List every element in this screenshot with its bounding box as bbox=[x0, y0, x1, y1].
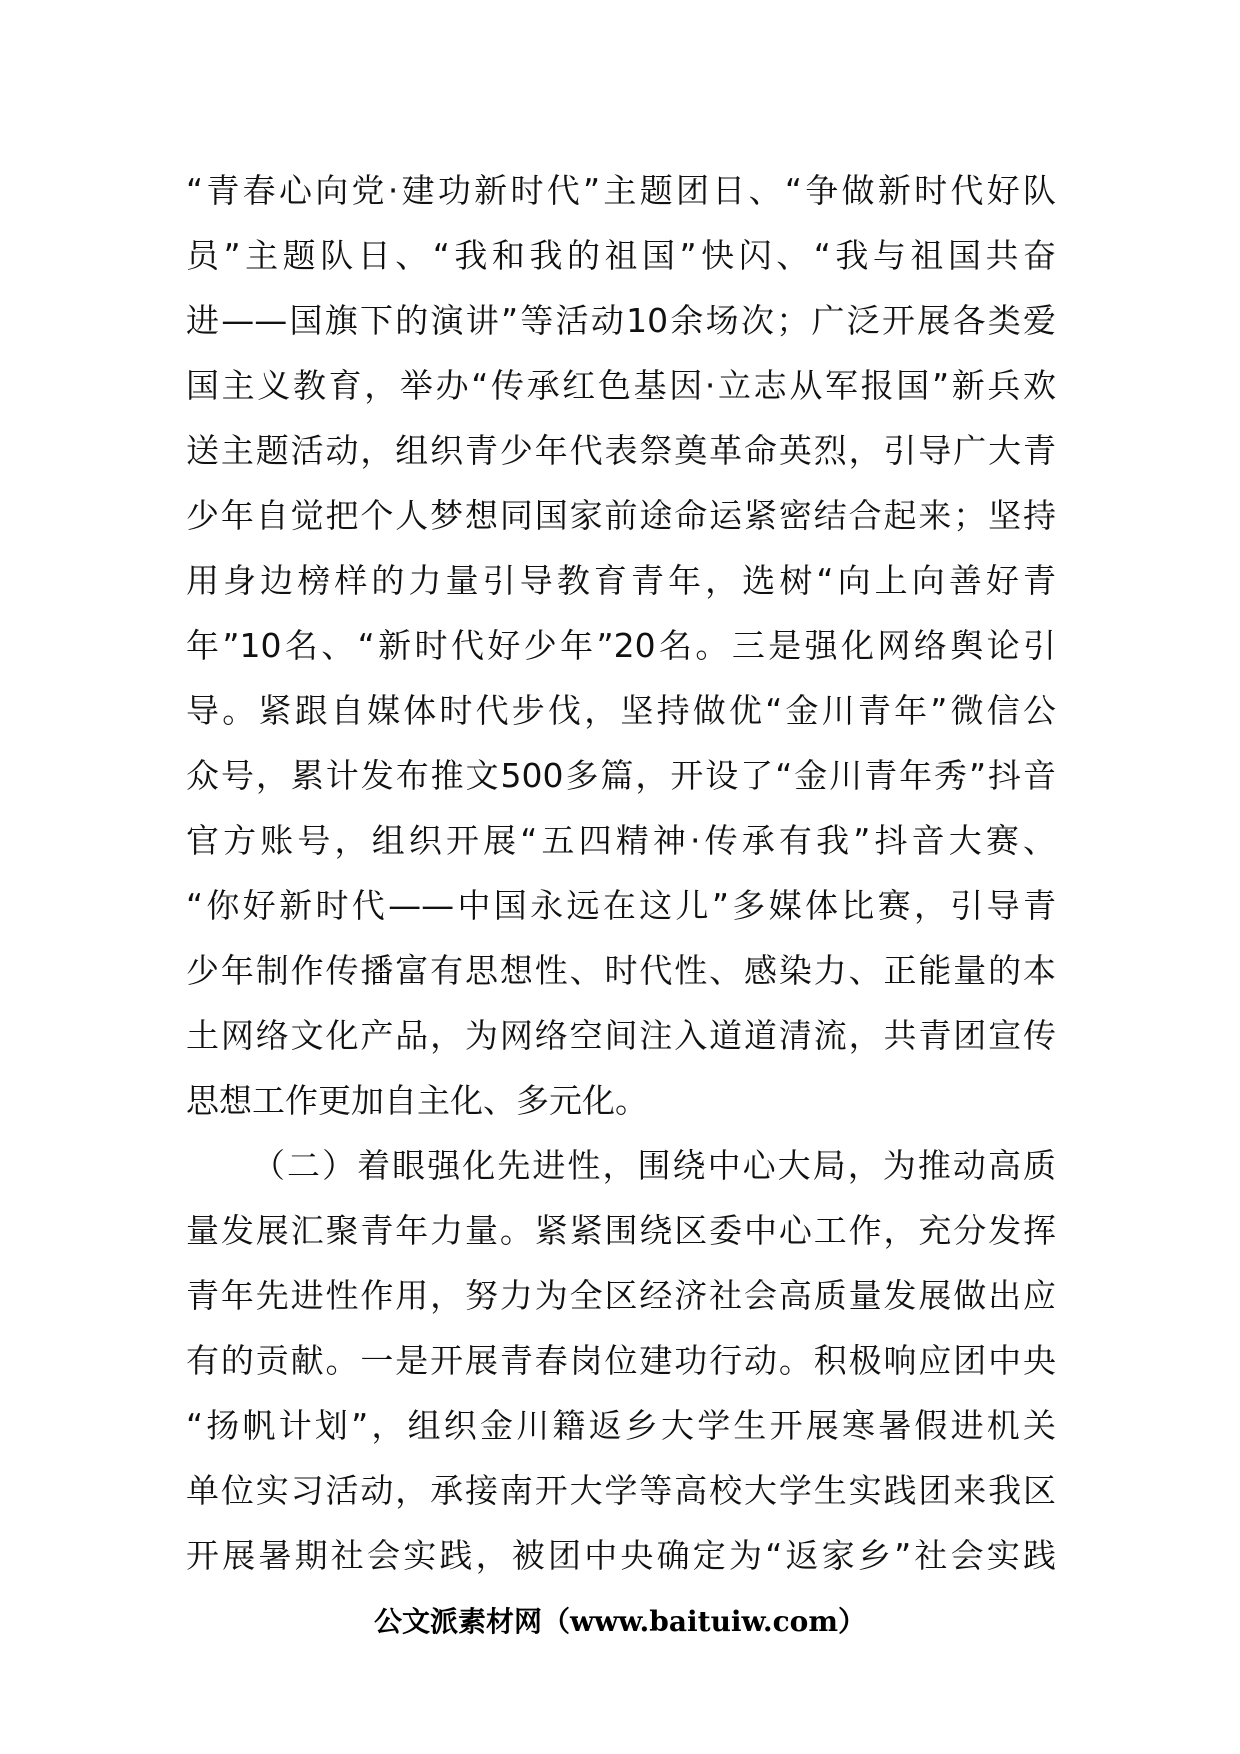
paragraph-start-line: （二）着眼强化先进性，围绕中心大局，为推动高质 bbox=[252, 1146, 1056, 1185]
text-line: 开展暑期社会实践，被团中央确定为“返家乡”社会实践 bbox=[186, 1536, 1056, 1575]
text-line: 员”主题队日、“我和我的祖国”快闪、“我与祖国共奋 bbox=[186, 236, 1056, 275]
text-line: “你好新时代——中国永远在这儿”多媒体比赛，引导青 bbox=[186, 886, 1056, 925]
text-line: 思想工作更加自主化、多元化。 bbox=[186, 1081, 648, 1120]
text-line: 少年自觉把个人梦想同国家前途命运紧密结合起来；坚持 bbox=[186, 496, 1056, 535]
text-line: 用身边榜样的力量引导教育青年，选树“向上向善好青 bbox=[186, 561, 1056, 600]
text-line: 进——国旗下的演讲”等活动10余场次；广泛开展各类爱 bbox=[186, 301, 1056, 340]
document-body bbox=[186, 158, 1056, 1588]
text-line: 国主义教育，举办“传承红色基因·立志从军报国”新兵欢 bbox=[186, 366, 1056, 405]
text-line: 年”10名、“新时代好少年”20名。三是强化网络舆论引 bbox=[186, 626, 1056, 665]
text-line: 少年制作传播富有思想性、时代性、感染力、正能量的本 bbox=[186, 951, 1056, 990]
text-line: 众号，累计发布推文500多篇，开设了“金川青年秀”抖音 bbox=[186, 756, 1056, 795]
text-line: “青春心向党·建功新时代”主题团日、“争做新时代好队 bbox=[186, 171, 1056, 210]
text-line: 官方账号，组织开展“五四精神·传承有我”抖音大赛、 bbox=[186, 821, 1056, 860]
text-line: 量发展汇聚青年力量。紧紧围绕区委中心工作，充分发挥 bbox=[186, 1211, 1056, 1250]
text-line: 有的贡献。一是开展青春岗位建功行动。积极响应团中央 bbox=[186, 1341, 1056, 1380]
text-line: 土网络文化产品，为网络空间注入道道清流，共青团宣传 bbox=[186, 1016, 1056, 1055]
text-line: 导。紧跟自媒体时代步伐，坚持做优“金川青年”微信公 bbox=[186, 691, 1056, 730]
text-line: 单位实习活动，承接南开大学等高校大学生实践团来我区 bbox=[186, 1471, 1056, 1510]
footer-watermark: 公文派素材网（www.baituiw.com） bbox=[374, 1605, 866, 1638]
text-line: “扬帆计划”，组织金川籍返乡大学生开展寒暑假进机关 bbox=[186, 1406, 1056, 1445]
text-line: 送主题活动，组织青少年代表祭奠革命英烈，引导广大青 bbox=[186, 431, 1056, 470]
text-line: 青年先进性作用，努力为全区经济社会高质量发展做出应 bbox=[186, 1276, 1056, 1315]
